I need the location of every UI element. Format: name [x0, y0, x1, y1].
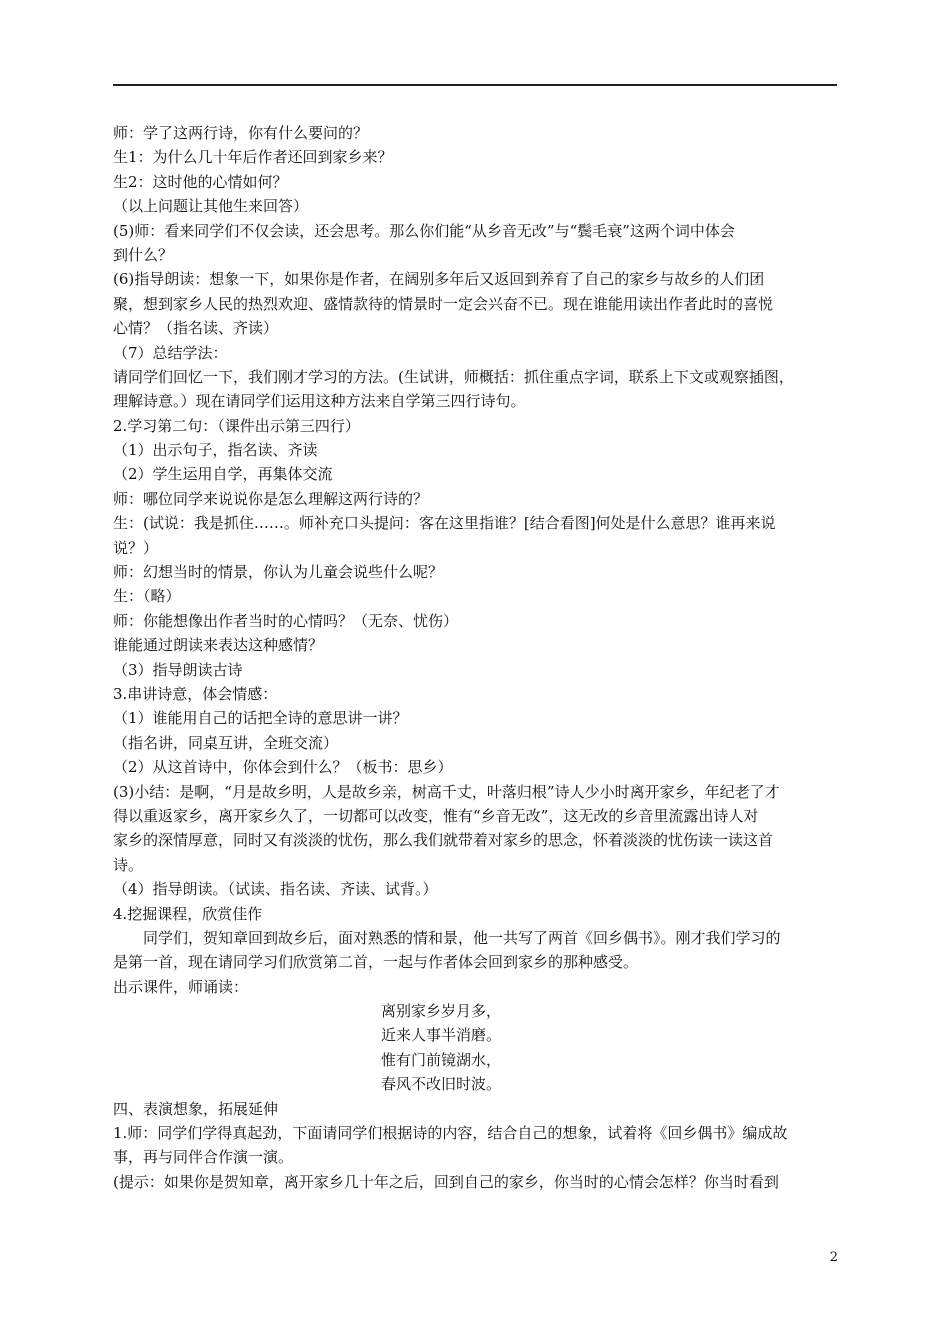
text-line: (6)指导朗读：想象一下，如果你是作者，在阔别多年后又返回到养育了自己的家乡与故乡的人们团	[113, 270, 765, 289]
document-body	[113, 121, 837, 1194]
text-line: 师：你能想像出作者当时的心情吗？（无奈、忧伤）	[113, 611, 459, 630]
poem-line: 近来人事半消磨。	[381, 1026, 502, 1045]
page-number: 2	[829, 1250, 838, 1265]
text-line: （2）从这首诗中，你体会到什么？（板书：思乡）	[113, 758, 453, 777]
text-line: 生：（略）	[113, 587, 181, 606]
text-line: （指名讲，同桌互讲，全班交流）	[113, 733, 339, 752]
text-line: 3.串讲诗意，体会情感：	[113, 684, 278, 703]
text-line: 事，再与同伴合作演一演。	[113, 1148, 294, 1167]
text-line: 四、表演想象，拓展延伸	[113, 1099, 279, 1118]
paragraph-line: 同学们，贺知章回到故乡后，面对熟悉的情和景，他一共写了两首《回乡偶书》。刚才我们学习的	[143, 928, 781, 947]
text-line: 师：哪位同学来说说你是怎么理解这两行诗的？	[113, 489, 429, 508]
header-rule	[113, 84, 837, 86]
text-line: 2.学习第二句：（课件出示第三四行）	[113, 416, 360, 435]
poem-line: 离别家乡岁月多，	[381, 1002, 502, 1021]
text-line: 聚，想到家乡人民的热烈欢迎、盛情款待的情景时一定会兴奋不已。现在谁能用读出作者此时的喜悦	[113, 294, 774, 313]
text-line: （以上问题让其他生来回答）	[113, 197, 309, 216]
text-line: （3）指导朗读古诗	[113, 660, 243, 679]
text-line: 生：(试说：我是抓住……。师补充口头提问：客在这里指谁？[结合看图]何处是什么意思？谁再来说	[113, 514, 776, 533]
text-line: （4）指导朗读。（试读、指名读、齐读、试背。）	[113, 880, 438, 899]
text-line: 师：幻想当时的情景，你认为儿童会说些什么呢？	[113, 563, 444, 582]
paragraph-line: 是第一首，现在请同学习们欣赏第二首，一起与作者体会回到家乡的那种感受。	[113, 953, 639, 972]
text-line: 4.挖掘课程，欣赏佳作	[113, 904, 263, 923]
text-line: 生2：这时他的心情如何？	[113, 172, 288, 191]
text-line: （2）学生运用自学，再集体交流	[113, 465, 333, 484]
text-line: 心情？（指名读、齐读）	[113, 319, 279, 338]
text-line: 家乡的深情厚意，同时又有淡淡的忧伤，那么我们就带着对家乡的思念，怀着淡淡的忧伤读一读这首	[113, 831, 774, 850]
text-line: (3)小结：是啊，“月是故乡明，人是故乡亲，树高千丈，叶落归根”诗人少小时离开家乡，年纪老了才	[113, 782, 780, 801]
text-line: 生1：为什么几十年后作者还回到家乡来？	[113, 148, 393, 167]
text-line: 诗。	[113, 855, 144, 874]
poem-intro: 出示课件，师诵读：	[113, 977, 249, 996]
poem-line: 惟有门前镜湖水，	[381, 1050, 502, 1069]
text-line: 理解诗意。）现在请同学们运用这种方法来自学第三四行诗句。	[113, 392, 526, 411]
text-line: 谁能通过朗读来表达这种感情？	[113, 636, 324, 655]
poem-line: 春风不改旧时波。	[381, 1075, 502, 1094]
text-line: (提示：如果你是贺知章，离开家乡几十年之后，回到自己的家乡，你当时的心情会怎样？你当时看到	[113, 1172, 779, 1191]
text-line: （7）总结学法：	[113, 343, 228, 362]
text-line: （1）谁能用自己的话把全诗的意思讲一讲？	[113, 709, 408, 728]
intro-paragraph	[113, 926, 837, 975]
text-line: 到什么？	[113, 245, 174, 264]
lesson-lines	[113, 121, 837, 926]
text-line: (5)师：看来同学们不仅会读，还会思考。那么你们能“从乡音无改”与“鬓毛衰”这两个词中体会	[113, 221, 735, 240]
text-line: 说？）	[113, 538, 159, 557]
text-line: 师：学了这两行诗，你有什么要问的？	[113, 124, 369, 142]
extension-section	[113, 1097, 837, 1195]
poem	[113, 999, 837, 1097]
text-line: 得以重返家乡，离开家乡久了，一切都可以改变，惟有“乡音无改”，这无改的乡音里流露出诗人对	[113, 806, 759, 825]
text-line: （1）出示句子，指名读、齐读	[113, 441, 318, 460]
text-line: 1.师：同学们学得真起劲，下面请同学们根据诗的内容，结合自己的想象，试着将《回乡偶书》编成故	[113, 1124, 788, 1143]
text-line: 请同学们回忆一下，我们刚才学习的方法。(生试讲，师概括：抓住重点字词，联系上下文或观察插图，	[113, 367, 794, 386]
